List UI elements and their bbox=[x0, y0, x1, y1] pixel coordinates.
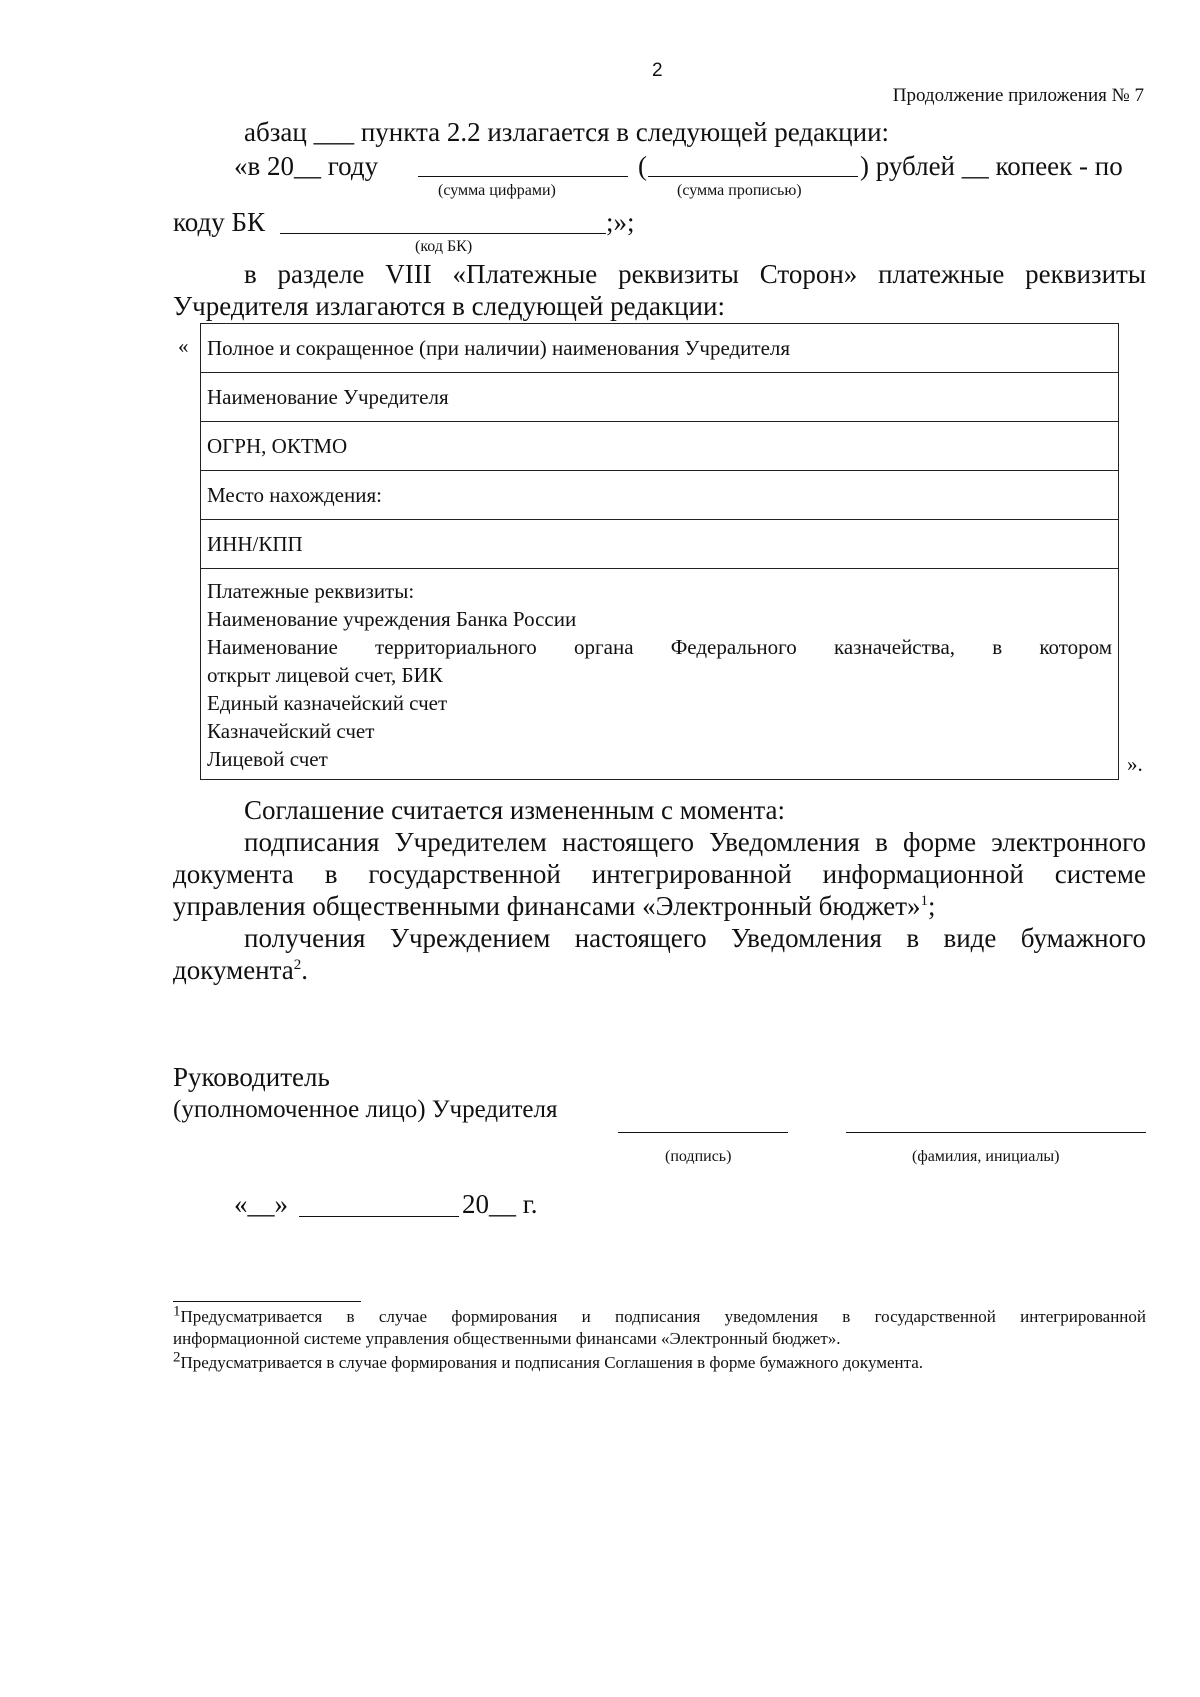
intro-line-1: абзац ___ пункта 2.2 излагается в следующей редакции: bbox=[244, 117, 890, 147]
table-row bbox=[201, 471, 1119, 520]
table-row bbox=[201, 569, 1119, 780]
intro-line-2c: ) рублей __ копеек - по bbox=[860, 151, 1123, 181]
payment-treasury-line-1: Наименование территориального органа Федерального казначейства, в котором bbox=[207, 635, 1112, 659]
footnote-1-line-1: $^1$Предусматривается в случае формирования и подписания уведомления в государственной интегрированной bbox=[173, 1303, 1146, 1326]
continuation-label: Продолжение приложения № 7 bbox=[892, 85, 1144, 106]
caption-signature: (подпись) bbox=[665, 1148, 732, 1165]
row-ogrn-oktmo: ОГРН, ОКТМО bbox=[201, 422, 1119, 471]
kbk-blank bbox=[280, 233, 606, 234]
caption-sum-words: (сумма прописью) bbox=[677, 182, 802, 199]
payment-treasury-line-2: открыт лицевой счет, БИК bbox=[207, 663, 443, 687]
sum-digits-blank bbox=[418, 176, 628, 177]
caption-name: (фамилия, инициалы) bbox=[912, 1148, 1060, 1165]
intro-line-2a: «в 20__ году bbox=[234, 151, 379, 181]
table-row bbox=[201, 422, 1119, 471]
table-row bbox=[201, 324, 1119, 373]
table-row bbox=[201, 373, 1119, 422]
caption-kbk: (код БК) bbox=[415, 238, 473, 255]
intro-line-3b: ;»; bbox=[606, 207, 635, 237]
agreement-paragraph-2 bbox=[173, 922, 1146, 986]
close-quote: ». bbox=[1127, 752, 1143, 776]
section-viii-paragraph bbox=[173, 258, 1146, 322]
footnote-1-line-2: информационной системе управления общественными финансами «Электронный бюджет». bbox=[173, 1329, 841, 1348]
page-number: 2 bbox=[652, 60, 663, 81]
footnote-2-text: Предусматривается в случае формирования и подписания Соглашения в форме бумажного документа. bbox=[180, 1353, 924, 1372]
footnote-separator bbox=[173, 1301, 361, 1302]
agreement-p2-line-1: получения Учреждением настоящего Уведомления в виде бумажного bbox=[244, 923, 1146, 953]
signer-role-line-1: Руководитель bbox=[173, 1062, 330, 1092]
signature-blank bbox=[618, 1132, 788, 1133]
section-viii-line-2: Учредителя излагаются в следующей редакции: bbox=[173, 291, 725, 321]
agreement-p1-line-2: документа в государственной интегрированной информационной системе bbox=[173, 859, 1146, 889]
date-year: 20__ г. bbox=[462, 1189, 538, 1219]
payment-personal-account: Лицевой счет bbox=[207, 747, 328, 771]
name-blank bbox=[846, 1132, 1146, 1133]
table-row bbox=[201, 520, 1119, 569]
date-day: «__» bbox=[234, 1189, 288, 1219]
payment-title: Платежные реквизиты: bbox=[207, 579, 415, 603]
agreement-p2-line-2: документа$^2$. bbox=[173, 955, 308, 985]
intro-line-2b: ( bbox=[638, 151, 647, 181]
row-inn-kpp: ИНН/КПП bbox=[201, 520, 1119, 569]
intro-line-3a: коду БК bbox=[173, 207, 265, 237]
payment-bank: Наименование учреждения Банка России bbox=[207, 607, 577, 631]
section-viii-line-1: в разделе VIII «Платежные реквизиты Сторон» платежные реквизиты bbox=[244, 259, 1146, 289]
row-location: Место нахождения: bbox=[201, 471, 1119, 520]
row-name: Наименование Учредителя bbox=[201, 373, 1119, 422]
sum-words-blank bbox=[648, 176, 858, 177]
footnote-ref-1: 1 bbox=[920, 893, 929, 909]
date-month-blank bbox=[299, 1216, 459, 1217]
row-full-name: Полное и сокращенное (при наличии) наименования Учредителя bbox=[201, 324, 1119, 373]
payment-single-account: Единый казначейский счет bbox=[207, 691, 448, 715]
footnote-2: $^2$Предусматривается в случае формирования и подписания Соглашения в форме бумажного документа. bbox=[173, 1349, 924, 1372]
agreement-p1-line-3: управления общественными финансами «Электронный бюджет»$^1$; bbox=[173, 891, 936, 921]
open-quote: « bbox=[178, 334, 189, 358]
row-payment-requisites bbox=[201, 569, 1119, 780]
agreement-paragraph-1 bbox=[173, 826, 1146, 922]
footnote-1 bbox=[173, 1303, 1146, 1350]
signer-role-line-2: (уполномоченное лицо) Учредителя bbox=[173, 1096, 558, 1123]
requisites-table bbox=[200, 323, 1119, 780]
footnote-ref-2: 2 bbox=[293, 957, 302, 973]
caption-sum-digits: (сумма цифрами) bbox=[438, 182, 556, 199]
agreement-line-1: Соглашение считается измененным с момента: bbox=[244, 795, 785, 825]
agreement-p1-line-1: подписания Учредителем настоящего Уведомления в форме электронного bbox=[244, 827, 1146, 857]
payment-treasury-account: Казначейский счет bbox=[207, 719, 375, 743]
